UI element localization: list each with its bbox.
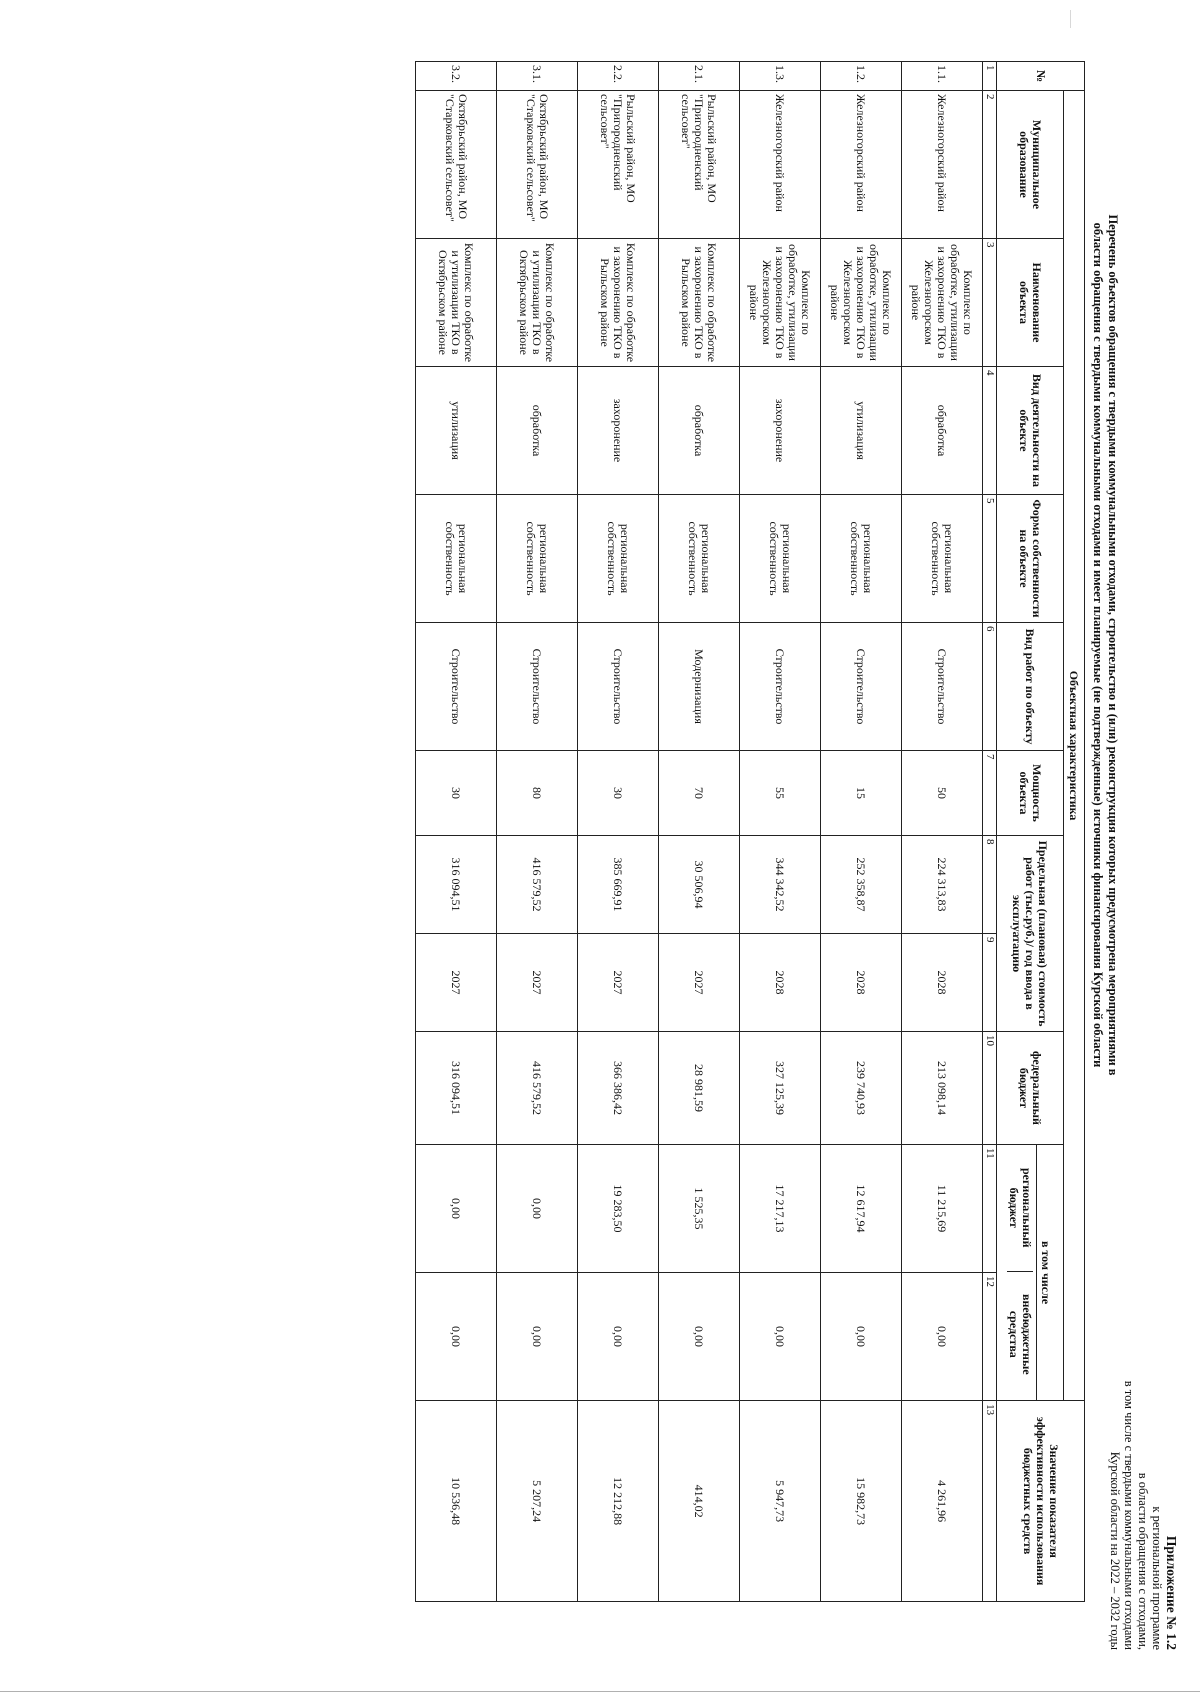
appendix-line: к региональной программе (1150, 1506, 1164, 1650)
appendix-number: Приложение № 1.2 (1164, 1535, 1179, 1650)
col-header-offbudget: внебюджетные средства (1007, 1294, 1035, 1375)
cell-year: 2027 (497, 934, 578, 1032)
table-row (902, 62, 983, 1602)
cell-municipality: Железногорский район (821, 91, 902, 239)
cell-work-type: Строительство (740, 623, 821, 751)
cell-offbudget: 0,00 (416, 1273, 497, 1401)
col-number: 4 (983, 367, 997, 495)
cell-cost: 30 506,94 (659, 836, 740, 934)
cell-work-type: Модернизация (659, 623, 740, 751)
col-header-number: № (997, 62, 1085, 91)
col-number: 3 (983, 239, 997, 367)
col-number: 8 (983, 836, 997, 934)
cell-activity: утилизация (821, 367, 902, 495)
cell-ownership: региональная собственность (659, 495, 740, 623)
cell-cost: 385 669,91 (578, 836, 659, 934)
cell-municipality: Октябрьский район, МО "Старковский сельсовет" (416, 91, 497, 239)
cell-offbudget: 0,00 (821, 1273, 902, 1401)
cell-ownership: региональная собственность (578, 495, 659, 623)
cell-object-name: Комплекс по обработке и захоронению ТКО в Рыльском районе (659, 239, 740, 367)
cell-object-name: Комплекс по обработке и утилизации ТКО в Октябрьском районе (416, 239, 497, 367)
cell-activity: обработка (497, 367, 578, 495)
cell-number: 1.3. (740, 62, 821, 91)
cell-year: 2028 (821, 934, 902, 1032)
col-header-regional: региональный бюджет (1008, 1145, 1034, 1272)
cell-offbudget: 0,00 (740, 1273, 821, 1401)
table-row (740, 62, 821, 1602)
cell-federal: 213 098,14 (902, 1032, 983, 1145)
cell-federal: 239 740,93 (821, 1032, 902, 1145)
cell-number: 2.1. (659, 62, 740, 91)
cell-offbudget: 0,00 (659, 1273, 740, 1401)
cell-year: 2027 (659, 934, 740, 1032)
cell-efficiency: 414,02 (659, 1401, 740, 1602)
cell-object-name: Комплекс по обработке, утилизации и захоронению ТКО в Железногорском районе (740, 239, 821, 367)
col-header-cost-year: Предельная (плановая) стоимость работ (тыс.руб.)/ год ввода в эксплуатацию (997, 836, 1064, 1032)
cell-offbudget: 0,00 (902, 1273, 983, 1401)
cell-cost: 252 358,87 (821, 836, 902, 934)
cell-capacity: 30 (416, 751, 497, 836)
col-number: 2 (983, 91, 997, 239)
col-number: 11 (983, 1145, 997, 1273)
cell-ownership: региональная собственность (416, 495, 497, 623)
cell-efficiency: 5 207,24 (497, 1401, 578, 1602)
col-number: 7 (983, 751, 997, 836)
cell-efficiency: 4 261,96 (902, 1401, 983, 1602)
cell-cost: 416 579,52 (497, 836, 578, 934)
col-number: 12 (983, 1273, 997, 1401)
cell-number: 3.1. (497, 62, 578, 91)
cell-federal: 316 094,51 (416, 1032, 497, 1145)
cell-efficiency: 15 982,73 (821, 1401, 902, 1602)
col-header-including-group (997, 1145, 1064, 1401)
objects-table (415, 61, 1085, 1602)
col-header-federal: федеральный бюджет (997, 1032, 1064, 1145)
header-group-row (1064, 62, 1085, 1602)
cell-capacity: 15 (821, 751, 902, 836)
document-title: Перечень объектов обращения с твердыми коммунальными отходами, строительство и (или) реконструкция которых предусмотрена мероприятиями в области обращения с твердыми коммунальными отходами и имеет планируемые (не подтвержденные) источники финансирования Курской области (1091, 214, 1120, 1076)
cell-year: 2028 (740, 934, 821, 1032)
col-number: 6 (983, 623, 997, 751)
appendix-header (1108, 1170, 1178, 1650)
cell-ownership: региональная собственность (740, 495, 821, 623)
cell-regional: 0,00 (416, 1145, 497, 1273)
cell-object-name: Комплекс по обработке, утилизации и захоронению ТКО в Железногорском районе (821, 239, 902, 367)
col-number: 10 (983, 1032, 997, 1145)
cell-year: 2028 (902, 934, 983, 1032)
cell-activity: обработка (902, 367, 983, 495)
cell-municipality: Октябрьский район, МО "Старковский сельсовет" (497, 91, 578, 239)
cell-municipality: Рыльский район, МО "Пригородненский сельсовет" (578, 91, 659, 239)
col-number: 1 (983, 62, 997, 91)
appendix-line: в том числе с твердыми коммунальными отходами (1122, 1380, 1136, 1650)
cell-activity: обработка (659, 367, 740, 495)
scan-artifact-bottom (0, 1691, 1200, 1692)
col-header-activity: Вид деятельности на объекте (997, 367, 1064, 495)
group-header-object: Объектная характеристика (1064, 91, 1085, 1401)
cell-year: 2027 (416, 934, 497, 1032)
cell-cost: 224 313,83 (902, 836, 983, 934)
cell-work-type: Строительство (821, 623, 902, 751)
cell-municipality: Рыльский район, МО "Пригородненский сельсовет" (659, 91, 740, 239)
cell-object-name: Комплекс по обработке, утилизации и захоронению ТКО в Железногорском районе (902, 239, 983, 367)
col-number: 9 (983, 934, 997, 1032)
appendix-line: в области обращения с отходами, (1136, 1472, 1150, 1650)
col-number: 5 (983, 495, 997, 623)
cell-object-name: Комплекс по обработке и захоронению ТКО в Рыльском районе (578, 239, 659, 367)
cell-regional: 12 617,94 (821, 1145, 902, 1273)
col-header-ownership: Форма собственности на объекте (997, 495, 1064, 623)
cell-regional: 19 283,50 (578, 1145, 659, 1273)
table-row (497, 62, 578, 1602)
cell-object-name: Комплекс по обработке и утилизации ТКО в Октябрьском районе (497, 239, 578, 367)
cell-federal: 366 386,42 (578, 1032, 659, 1145)
table-row (578, 62, 659, 1602)
cell-municipality: Железногорский район (740, 91, 821, 239)
including-subheaders (1008, 1148, 1034, 1397)
cell-work-type: Строительство (497, 623, 578, 751)
col-header-efficiency: Значение показателя эффективности использования бюджетных средств (997, 1401, 1085, 1602)
cell-efficiency: 5 947,73 (740, 1401, 821, 1602)
cell-capacity: 30 (578, 751, 659, 836)
col-header-work-type: Вид работ по объекту (997, 623, 1064, 751)
cell-offbudget: 0,00 (578, 1273, 659, 1401)
cell-regional: 11 215,69 (902, 1145, 983, 1273)
cell-cost: 316 094,51 (416, 836, 497, 934)
cell-capacity: 55 (740, 751, 821, 836)
cell-number: 3.2. (416, 62, 497, 91)
cell-activity: захоронение (740, 367, 821, 495)
cell-activity: утилизация (416, 367, 497, 495)
cell-efficiency: 12 212,88 (578, 1401, 659, 1602)
cell-regional: 1 525,35 (659, 1145, 740, 1273)
cell-work-type: Строительство (902, 623, 983, 751)
cell-number: 1.2. (821, 62, 902, 91)
cell-ownership: региональная собственность (902, 495, 983, 623)
table-row (659, 62, 740, 1602)
cell-capacity: 70 (659, 751, 740, 836)
col-header-capacity: Мощность объекта (997, 751, 1064, 836)
group-header-including: в том числе (1037, 1145, 1055, 1400)
cell-regional: 0,00 (497, 1145, 578, 1273)
table-row (416, 62, 497, 1602)
cell-federal: 327 125,39 (740, 1032, 821, 1145)
cell-municipality: Железногорский район (902, 91, 983, 239)
col-number: 13 (983, 1401, 997, 1602)
cell-year: 2027 (578, 934, 659, 1032)
cell-ownership: региональная собственность (497, 495, 578, 623)
col-header-municipality: Муниципальное образование (997, 91, 1064, 239)
cell-activity: захоронение (578, 367, 659, 495)
cell-capacity: 50 (902, 751, 983, 836)
cell-federal: 416 579,52 (497, 1032, 578, 1145)
cell-cost: 344 342,52 (740, 836, 821, 934)
appendix-line: Курской области на 2022 – 2032 годы (1108, 1451, 1122, 1650)
table-row (821, 62, 902, 1602)
cell-number: 2.2. (578, 62, 659, 91)
cell-offbudget: 0,00 (497, 1273, 578, 1401)
column-number-row (983, 62, 997, 1602)
cell-work-type: Строительство (578, 623, 659, 751)
cell-ownership: региональная собственность (821, 495, 902, 623)
cell-federal: 28 981,59 (659, 1032, 740, 1145)
header-row (997, 62, 1064, 1602)
cell-regional: 17 217,13 (740, 1145, 821, 1273)
cell-number: 1.1. (902, 62, 983, 91)
cell-capacity: 80 (497, 751, 578, 836)
cell-work-type: Строительство (416, 623, 497, 751)
col-header-object-name: Наименование объекта (997, 239, 1064, 367)
cell-efficiency: 10 536,48 (416, 1401, 497, 1602)
